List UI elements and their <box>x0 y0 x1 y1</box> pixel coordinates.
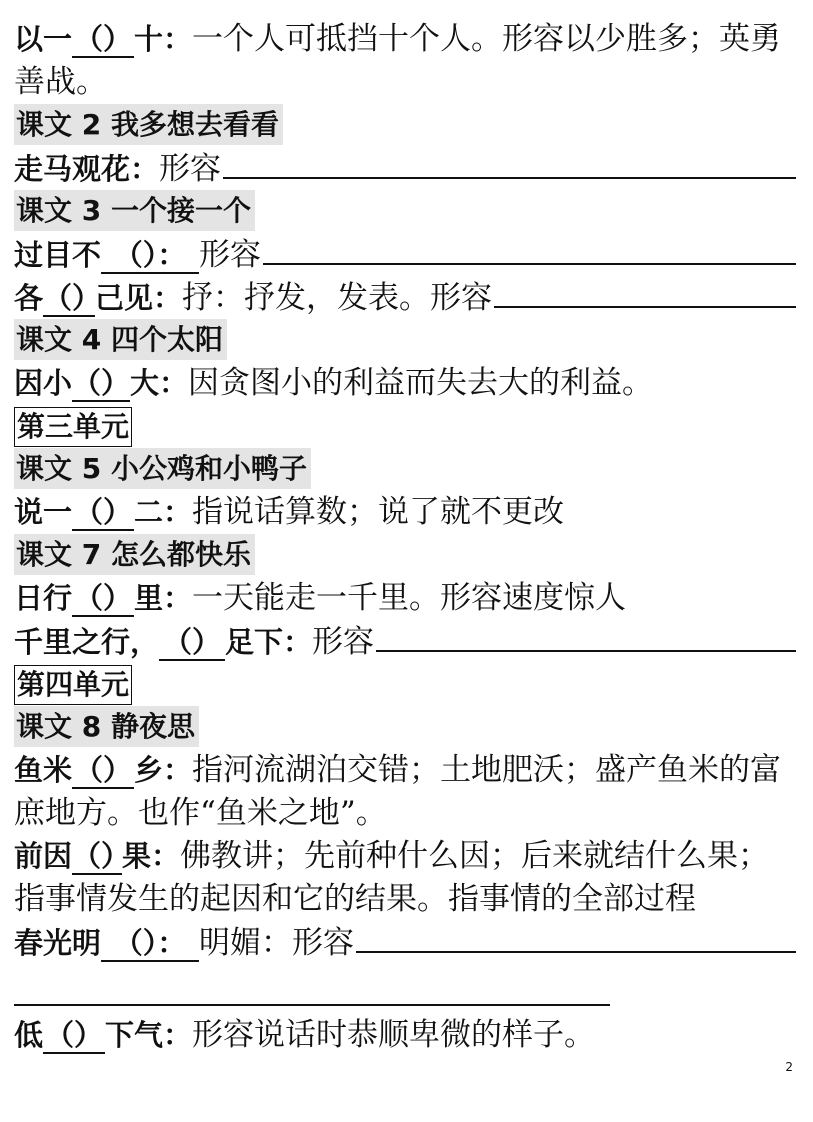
idiom-entry-11 <box>14 921 796 964</box>
idiom-suffix: 果： <box>122 839 181 873</box>
idiom-entry-5 <box>14 362 796 405</box>
idiom-term: 走马观花： <box>14 152 160 186</box>
idiom-suffix: 下气： <box>105 1018 193 1052</box>
fill-blank: （） <box>74 495 133 529</box>
fill-blank: （） <box>72 366 131 400</box>
idiom-entry-3 <box>14 233 796 276</box>
idiom-definition: 指说话算数；说了就不更改 <box>192 494 565 530</box>
idiom-definition: 形容说话时恭顺卑微的样子。 <box>192 1017 596 1053</box>
lesson-heading-7: 课文 7 怎么都快乐 <box>14 534 255 575</box>
idiom-prefix: 鱼米 <box>14 753 73 787</box>
idiom-prefix: 低 <box>14 1018 44 1052</box>
idiom-prefix: 千里之行， <box>14 625 160 659</box>
idiom-definition: 因贪图小的利益而失去大的利益。 <box>188 365 654 401</box>
idiom-prefix: 日行 <box>14 581 73 615</box>
unit-heading-4: 第四单元 <box>14 665 132 705</box>
idiom-entry-12 <box>14 1014 796 1057</box>
idiom-suffix: 足下： <box>225 625 313 659</box>
idiom-definition: 佛教讲；先前种什么因；后来就结什么果；指事情发生的起因和它的结果。指事情的全部过程 <box>14 838 770 917</box>
lesson-heading-4: 课文 4 四个太阳 <box>14 319 227 360</box>
fill-blank: （） <box>74 581 133 615</box>
idiom-suffix: 十： <box>134 22 193 56</box>
answer-line-continuation <box>14 964 610 1006</box>
idiom-entry-4 <box>14 276 796 319</box>
idiom-entry-6 <box>14 491 796 534</box>
fill-blank: （） <box>159 625 225 661</box>
lesson-heading-5: 课文 5 小公鸡和小鸭子 <box>14 448 311 489</box>
idiom-definition: 指河流湖泊交错；土地肥沃；盛产鱼米的富庶地方。也作“鱼米之地”。 <box>14 752 782 831</box>
idiom-suffix: 里： <box>134 581 193 615</box>
fill-blank: （）： <box>101 926 199 962</box>
idiom-prefix: 因小 <box>14 366 73 400</box>
unit-heading-3: 第三单元 <box>14 407 132 447</box>
fill-blank: （）： <box>101 238 199 274</box>
fill-blank: （） <box>43 281 102 315</box>
answer-line <box>376 620 796 652</box>
idiom-prefix: 各 <box>14 281 44 315</box>
idiom-prefix: 说一 <box>14 495 73 529</box>
fill-blank: （） <box>74 753 133 787</box>
fill-blank: （） <box>72 839 131 873</box>
idiom-suffix: 大： <box>130 366 189 400</box>
idiom-definition: 形容 <box>159 151 222 187</box>
idiom-definition: 形容 <box>312 624 375 660</box>
answer-line <box>223 147 796 179</box>
answer-line <box>494 276 796 308</box>
idiom-suffix: 二： <box>134 495 193 529</box>
idiom-prefix: 过目不 <box>14 238 102 272</box>
idiom-definition: 一个人可抵挡十个人。形容以少胜多；英勇善战。 <box>14 21 782 100</box>
idiom-suffix: 己见： <box>95 281 183 315</box>
idiom-prefix: 春光明 <box>14 926 102 960</box>
idiom-suffix: 乡： <box>134 753 193 787</box>
answer-line <box>263 233 796 265</box>
page-number: 2 <box>785 1060 793 1074</box>
idiom-prefix: 前因 <box>14 839 73 873</box>
lesson-heading-8: 课文 8 静夜思 <box>14 706 199 747</box>
lesson-heading-2: 课文 2 我多想去看看 <box>14 104 283 145</box>
idiom-entry-10 <box>14 835 796 921</box>
idiom-prefix: 以一 <box>14 22 73 56</box>
idiom-entry-1 <box>14 18 796 104</box>
worksheet-content <box>14 18 796 1057</box>
idiom-entry-8 <box>14 620 796 663</box>
idiom-entry-2 <box>14 147 796 190</box>
fill-blank: （） <box>74 22 133 56</box>
idiom-definition: 一天能走一千里。形容速度惊人 <box>192 580 627 616</box>
answer-line <box>356 921 796 953</box>
idiom-definition: 抒：抒发，发表。形容 <box>182 280 493 316</box>
lesson-heading-3: 课文 3 一个接一个 <box>14 190 255 231</box>
idiom-definition: 明媚：形容 <box>199 925 355 961</box>
idiom-entry-7 <box>14 577 796 620</box>
idiom-definition: 形容 <box>199 237 262 273</box>
idiom-entry-9 <box>14 749 796 835</box>
fill-blank: （） <box>45 1018 104 1052</box>
